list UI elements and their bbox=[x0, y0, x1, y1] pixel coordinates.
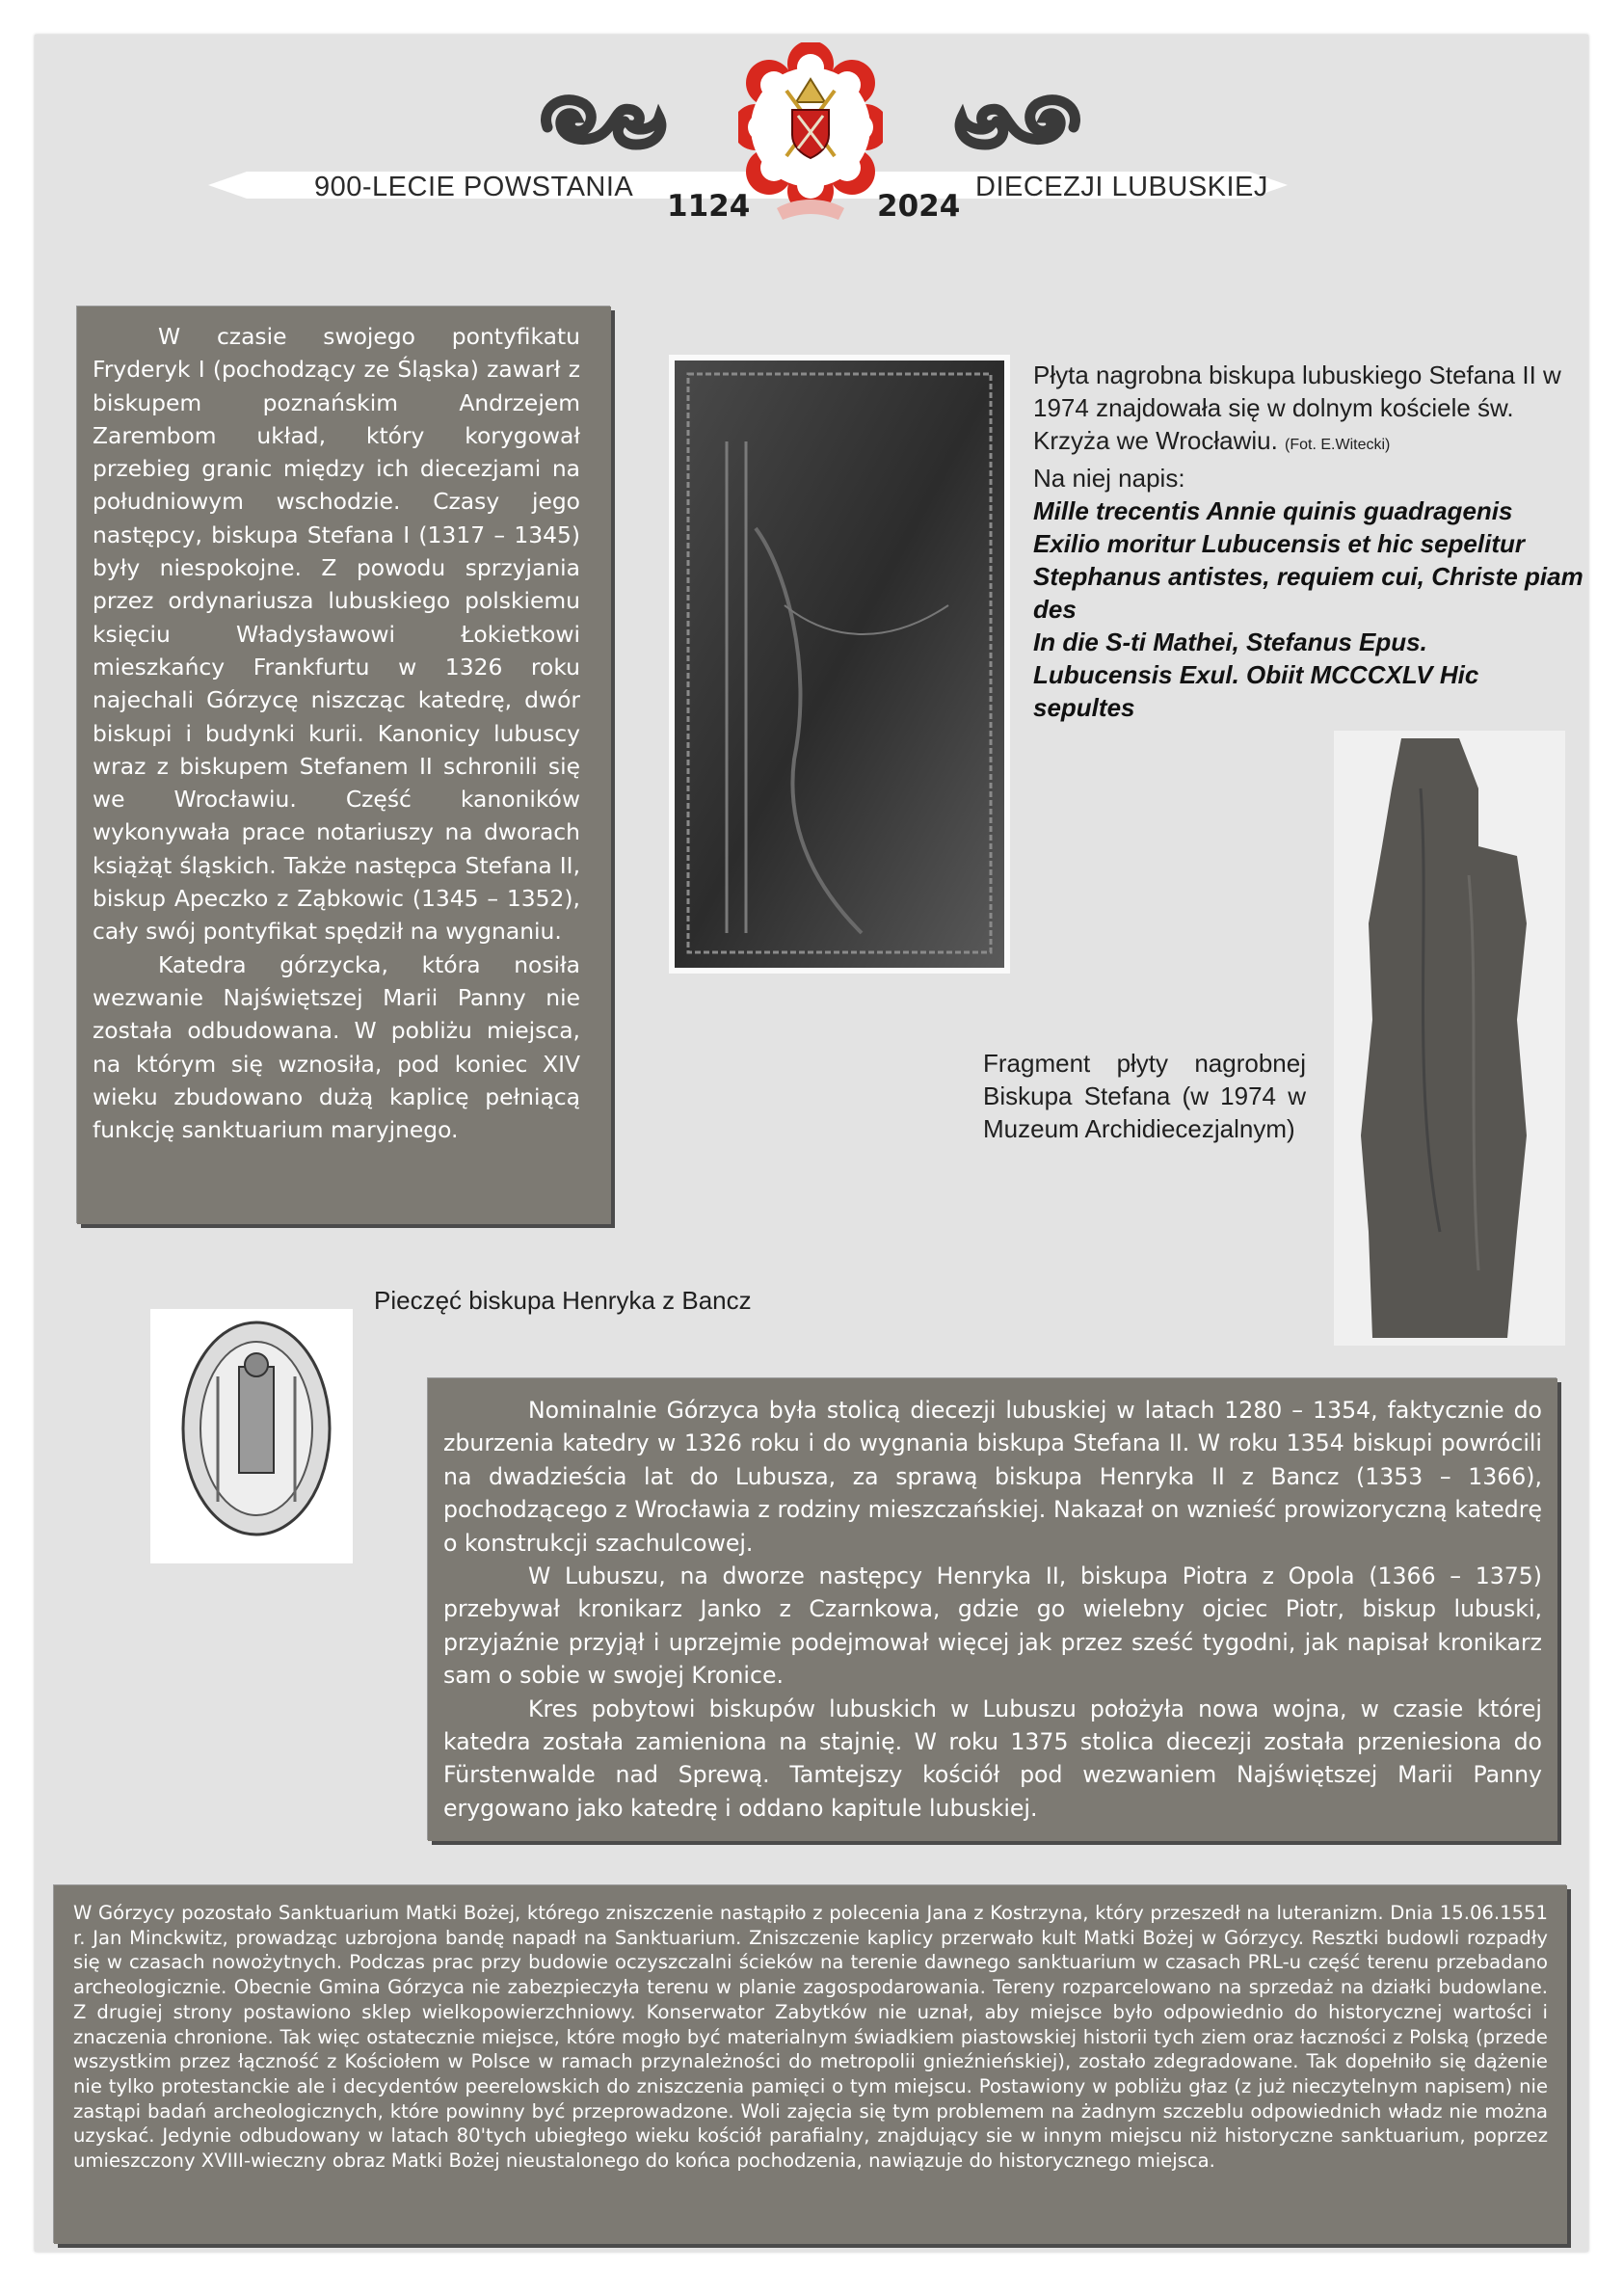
paragraph: W czasie swojego pontyfikatu Fryderyk I (pochodzący ze Śląska) zawarł z biskupem poznańskim Andrzejem Zarembom układ, który korygował przebieg granic między ich diecezjami na południowym wschodzie. Czasy jego następcy, biskupa Stefana I (1317 – 1345) były niespokojne. Z powodu sprzyjania przez ordynariusza lubuskiego polskiemu księciu Władysławowi Łokietkowi mieszkańcy Frankfurtu w 1326 roku najechali Górzycę niszcząc katedrę, dwór biskupi i budynki kurii. Kanonicy lubuscy wraz z biskupem Stefanem II schronili się we Wrocławiu. Część kanoników wykonywała prace notariuszy na dworach książąt śląskich. Także następca Stefana II, biskup Apeczko z Ząbkowic (1345 – 1352), cały swój pontyfikat spędził na wygnaniu. bbox=[93, 323, 580, 946]
paragraph: Kres pobytowi biskupów lubuskich w Lubuszu położyła nowa wojna, w czasie której katedra została zamieniona na stajnię. W roku 1375 stolica diecezji została przeniesiona do Fürstenwalde nad Sprewą. Tamtejszy kościół pod wezwaniem Najświętszej Marii Panny erygowano jako katedrę i oddano kapitule lubuskiej. bbox=[443, 1695, 1542, 1822]
inscription-line: Mille trecentis Annie quinis guadragenis bbox=[1033, 496, 1513, 525]
paragraph: W Lubuszu, na dworze następcy Henryka II, biskupa Piotra z Opola (1366 – 1375) przebywał kronikarz Janko z Czarnkowa, gdzie go wielebny ojciec Piotr, biskup lubuski, przyjaźnie przyjął i uprzejmie podejmował więcej jak przez sześć tygodni, jak napisał kronikarz sam o sobie w swojej Kronice. bbox=[443, 1562, 1542, 1690]
photo-credit: (Fot. E.Witecki) bbox=[1285, 437, 1391, 453]
paragraph: W Górzycy pozostało Sanktuarium Matki Bożej, którego zniszczenie nastąpiło z polecenia Jana z Kostrzyna, który przeszedł na luteranizm. Dnia 15.06.1551 r. Jan Minckwitz, prowadząc uzbrojona bandę napadł na Sanktuarium. Zniszczenie kaplicy przerwało kult Matki Bożej w Górzycy. Resztki budowli rozpadły się w czasach nowożytnych. Podczas prac przy budowie oczyszczalni ścieków na terenie dawnego sanktuarium w czasach PRL-u część terenu przebadano archeologicznie. Obecnie Gmina Górzyca nie zabezpieczyła terenu w planie zagospodarowania. Tereny rozparcelowano na sprzedaż na działki budowlane. Z drugiej strony postawiono sklep wielkopowierzchniowy. Konserwator Zabytków nie uznał, aby miejsce było odpowiednio do historycznej wartości i znaczenia chronione. Tak więc ostatecznie miejsce, które mogło być materialnym świadkiem piastowskiej historii tych ziem oraz łaczności z Polską (przede wszystkim przez łączność z Kościołem w Polsce w ramach przynależności do metropolii gnieźnieńskiej), zostało zdegradowane. Tak dopełniło się dążenie nie tylko protestanckie ale i decydentów peerelowskich do zniszczenia pamięci o tym miejscu. Postawiony w pobliżu głaz (z już nieczytelnym napisem) nie zastąpi badań archeologicznych, które powinny być przeprowadzone. Woli zajęcia się tym problemem na żadnym szczeblu odpowiednich władz nie można uzyskać. Jedynie odbudowany w latach 80'tych ubiegłego wieku kościół parafialny, znajdujący sie w innym miejscu niż historyczne sanktuarium, poprzez umieszczony XVIII-wieczny obraz Matki Bożej nieustalonego do końca pochodzenia, nawiązuje do historycznego miejsca. bbox=[73, 1902, 1548, 2173]
text-box-lubusz bbox=[428, 1378, 1557, 1841]
tombstone-caption bbox=[1033, 359, 1584, 724]
inscription-line: Exilio moritur Lubucensis et hic sepelitur bbox=[1033, 529, 1525, 558]
inscription-line: Lubucensis Exul. Obiit MCCCXLV Hic sepultes bbox=[1033, 660, 1479, 722]
caption-text: Płyta nagrobna biskupa lubuskiego Stefana II w 1974 znajdowała się w dolnym kościele św. Krzyża we Wrocławiu. bbox=[1033, 360, 1561, 455]
header-right-text: DIECEZJI LUBUSKIEJ bbox=[975, 172, 1268, 202]
inscription-line: In die S-ti Mathei, Stefanus Epus. bbox=[1033, 627, 1427, 656]
paragraph: Katedra górzycka, która nosiła wezwanie Najświętszej Marii Panny nie została odbudowana. W pobliżu miejsca, na którym się wznosiła, pod koniec XIV wieku zbudowano dużą kaplicę pełniącą funkcję sanktuarium maryjnego. bbox=[93, 950, 580, 1144]
header-left-text: 900-LECIE POWSTANIA bbox=[314, 172, 634, 202]
header-year-end: 2024 bbox=[877, 189, 961, 224]
tombstone-photo bbox=[669, 355, 1010, 974]
header-year-start: 1124 bbox=[667, 189, 751, 224]
text-box-sanctuary bbox=[54, 1885, 1567, 2244]
diocese-coat-of-arms-icon bbox=[738, 42, 883, 226]
inscription-line: Stephanus antistes, requiem cui, Christe piam des bbox=[1033, 562, 1583, 624]
text-box-history bbox=[77, 307, 611, 1224]
seal-caption: Pieczęć biskupa Henryka z Bancz bbox=[374, 1286, 752, 1315]
paragraph: Nominalnie Górzyca była stolicą diecezji lubuskiej w latach 1280 – 1354, faktycznie do zburzenia katedry w 1326 roku i do wygnania biskupa Stefana II. W roku 1354 biskupi powrócili na dwadzieścia lat do Lubusza, za sprawą biskupa Henryka II z Bancz (1353 – 1366), pochodzącego z Wrocławia z rodziny mieszczańskiej. Nakazał on wznieść prowizoryczną katedrę o konstrukcji szachulcowej. bbox=[443, 1397, 1542, 1557]
left-ornament-icon bbox=[536, 89, 680, 156]
fragment-caption: Fragment płyty nagrobnej Biskupa Stefana (w 1974 w Muzeum Archidiecezjalnym) bbox=[983, 1049, 1306, 1143]
fragment-photo bbox=[1334, 731, 1565, 1346]
right-ornament-icon bbox=[941, 89, 1085, 156]
inscription-label: Na niej napis: bbox=[1033, 464, 1185, 493]
seal-photo bbox=[150, 1309, 353, 1563]
